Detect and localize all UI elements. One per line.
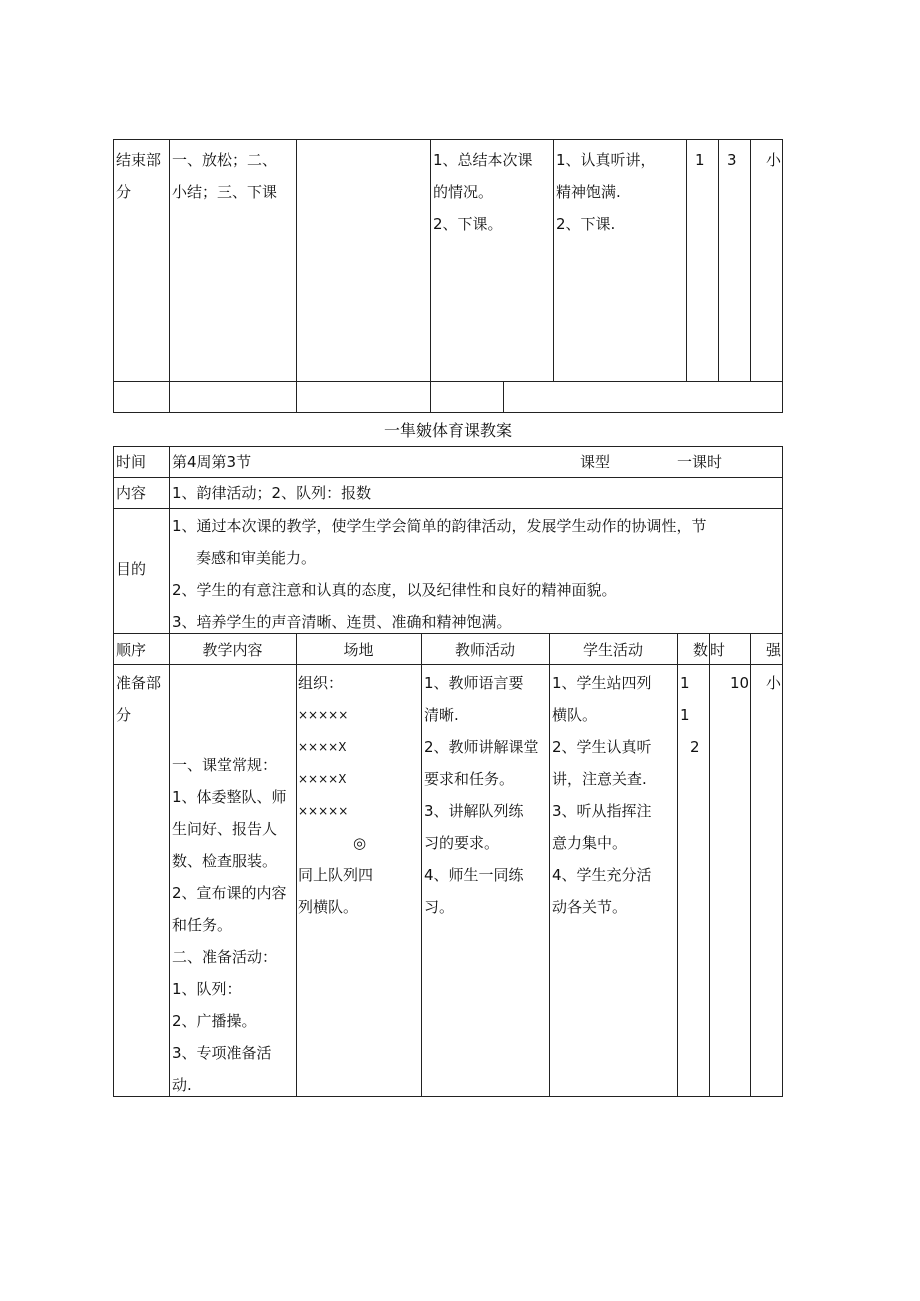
venue-note: 同上队列四 <box>298 866 374 884</box>
teacher-position-mark: ◎ <box>353 834 367 852</box>
prep-teacher-activity: 1、教师语言要 清晰. 2、教师讲解课堂 要求和任务。 3、讲解队列练 习的要求。 4、师生一同练 习。 <box>424 674 539 916</box>
column-header: 顺序 <box>116 641 147 659</box>
rule <box>169 139 170 413</box>
rule <box>113 139 783 140</box>
formation-row: ××××X <box>298 740 347 754</box>
rule <box>296 139 297 413</box>
rule <box>750 139 751 382</box>
prep-venue <box>298 667 373 923</box>
top-time: 3 <box>727 151 737 169</box>
top-count: 1 <box>695 151 705 169</box>
prep-section-label: 准备部 分 <box>116 674 162 724</box>
rule <box>750 633 751 1097</box>
goal-line: 奏感和审美能力。 <box>196 549 317 567</box>
top-content: 一、放松；二、 小结；三、下课 <box>172 151 278 201</box>
column-header: 数 <box>693 641 709 659</box>
rule <box>113 412 783 413</box>
column-header: 强 <box>766 641 782 659</box>
rule <box>782 446 783 1097</box>
rule <box>113 139 114 413</box>
rule <box>113 381 783 382</box>
prep-intensity: 小 <box>766 674 782 692</box>
top-student-activity: 1、认真听讲， 精神饱满. 2、下课. <box>556 151 656 233</box>
goal-line: 2、学生的有意注意和认真的态度，以及纪律性和良好的精神面貌。 <box>172 581 617 599</box>
rule <box>296 633 297 1097</box>
top-teacher-activity: 1、总结本次课 的情况。 2、下课。 <box>433 151 533 233</box>
formation-row: ××××× <box>298 804 349 818</box>
venue-label: 组织： <box>298 674 344 692</box>
rule <box>549 633 550 1097</box>
goal-line: 1、通过本次课的教学，使学生学会简单的韵律活动，发展学生动作的协调性，节 <box>172 517 707 535</box>
content-value: 1、韵律活动；2、队列：报数 <box>172 484 372 502</box>
goals <box>172 510 707 638</box>
time-label: 时间 <box>116 453 147 471</box>
rule <box>709 633 710 1097</box>
rule <box>421 633 422 1097</box>
formation-row: ××××× <box>298 708 349 722</box>
rule <box>169 446 170 1097</box>
rule <box>553 139 554 382</box>
venue-note: 列横队。 <box>298 898 359 916</box>
prep-time: 10 <box>730 674 750 692</box>
formation-row: ××××X <box>298 772 347 786</box>
rule <box>430 139 431 413</box>
rule <box>718 139 719 382</box>
goal-label: 目的 <box>116 560 147 578</box>
lesson-type-label: 课型 <box>580 453 611 471</box>
prep-count: 1 <box>680 674 690 692</box>
rule <box>782 139 783 413</box>
column-header: 教师活动 <box>454 641 515 659</box>
column-header: 教学内容 <box>202 641 263 659</box>
lesson-type-value: 一课时 <box>677 453 723 471</box>
prep-student-activity: 1、学生站四列 横队。 2、学生认真听 讲，注意关查. 3、听从指挥注 意力集中。 4、学生充分活 动各关节。 <box>552 674 652 916</box>
content-label: 内容 <box>116 484 147 502</box>
column-header: 时 <box>710 641 726 659</box>
top-section-label: 结束部 分 <box>116 151 162 201</box>
top-intensity: 小 <box>766 151 782 169</box>
time-value: 第4周第3节 <box>172 453 252 471</box>
rule <box>686 139 687 382</box>
prep-count: 2 <box>690 738 700 756</box>
rule <box>113 446 114 1097</box>
prep-content: 一、课堂常规： 1、体委整队、师 生问好、报告人 数、检查服装。 2、宣布课的内容 和任务。 二、准备活动： 1、队列： 2、广播操。 3、专项准备活 动. <box>172 756 287 1094</box>
rule <box>677 633 678 1097</box>
goal-line: 3、培养学生的声音清晰、连贯、准确和精神饱满。 <box>172 613 512 631</box>
rule <box>503 381 504 413</box>
lesson-title: 一隼皴体育课教案 <box>383 421 512 440</box>
column-header: 场地 <box>343 641 374 659</box>
prep-count: 1 <box>680 706 690 724</box>
column-header: 学生活动 <box>582 641 643 659</box>
